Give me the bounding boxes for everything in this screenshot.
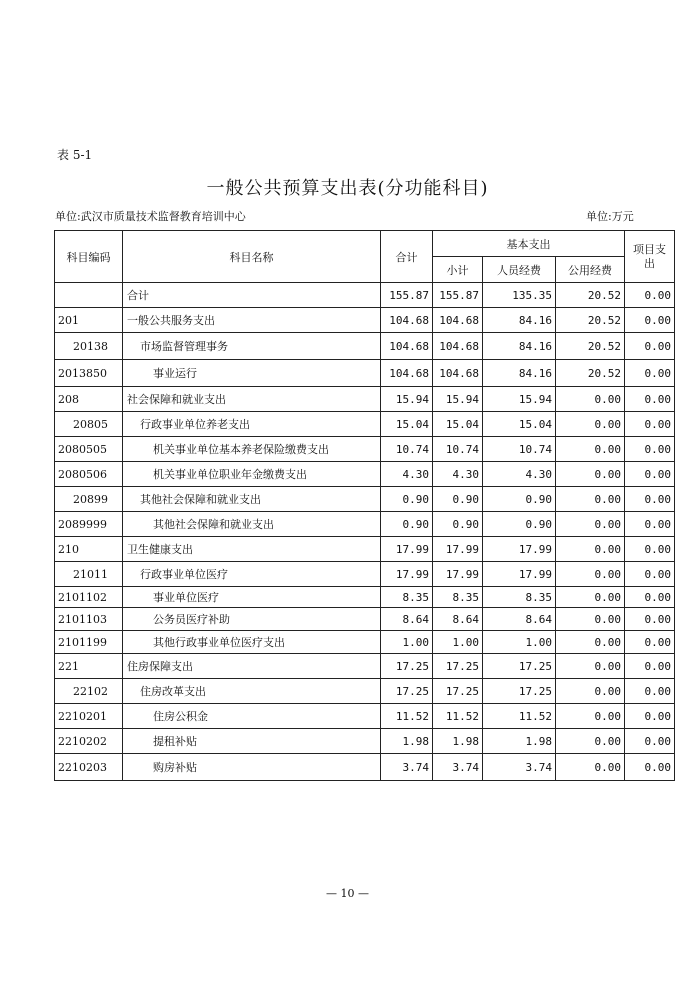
cell-public: 0.00 xyxy=(556,512,625,537)
cell-public: 0.00 xyxy=(556,537,625,562)
cell-total: 17.99 xyxy=(381,537,433,562)
cell-subtotal: 15.94 xyxy=(433,387,483,412)
table-row xyxy=(55,333,675,360)
cell-code: 2089999 xyxy=(55,512,123,537)
cell-subtotal: 1.98 xyxy=(433,729,483,754)
cell-total: 17.25 xyxy=(381,654,433,679)
cell-subtotal: 4.30 xyxy=(433,462,483,487)
cell-public: 0.00 xyxy=(556,631,625,654)
cell-subtotal: 3.74 xyxy=(433,754,483,781)
cell-name: 机关事业单位职业年金缴费支出 xyxy=(123,462,381,487)
cell-name: 购房补贴 xyxy=(123,754,381,781)
cell-public: 0.00 xyxy=(556,587,625,608)
table-body xyxy=(55,283,675,781)
cell-total: 10.74 xyxy=(381,437,433,462)
cell-total: 0.90 xyxy=(381,512,433,537)
cell-personnel: 84.16 xyxy=(483,333,556,360)
cell-personnel: 17.25 xyxy=(483,654,556,679)
table-row xyxy=(55,754,675,781)
cell-subtotal: 11.52 xyxy=(433,704,483,729)
table-row xyxy=(55,631,675,654)
cell-public: 0.00 xyxy=(556,387,625,412)
cell-personnel: 84.16 xyxy=(483,308,556,333)
cell-subtotal: 8.35 xyxy=(433,587,483,608)
cell-subtotal: 155.87 xyxy=(433,283,483,308)
cell-project: 0.00 xyxy=(625,387,675,412)
cell-project: 0.00 xyxy=(625,333,675,360)
cell-subtotal: 17.25 xyxy=(433,679,483,704)
cell-subtotal: 104.68 xyxy=(433,360,483,387)
header-name: 科目名称 xyxy=(123,231,381,283)
cell-code: 20138 xyxy=(55,333,123,360)
cell-project: 0.00 xyxy=(625,308,675,333)
table-row xyxy=(55,387,675,412)
cell-project: 0.00 xyxy=(625,679,675,704)
cell-name: 市场监督管理事务 xyxy=(123,333,381,360)
header-public: 公用经费 xyxy=(556,257,625,283)
cell-total: 104.68 xyxy=(381,308,433,333)
cell-project: 0.00 xyxy=(625,587,675,608)
cell-personnel: 8.64 xyxy=(483,608,556,631)
cell-personnel: 4.30 xyxy=(483,462,556,487)
cell-personnel: 0.90 xyxy=(483,487,556,512)
cell-code: 2210201 xyxy=(55,704,123,729)
cell-personnel: 1.00 xyxy=(483,631,556,654)
cell-project: 0.00 xyxy=(625,608,675,631)
cell-total: 17.99 xyxy=(381,562,433,587)
table-row xyxy=(55,654,675,679)
cell-public: 0.00 xyxy=(556,754,625,781)
cell-personnel: 11.52 xyxy=(483,704,556,729)
cell-total: 17.25 xyxy=(381,679,433,704)
cell-personnel: 3.74 xyxy=(483,754,556,781)
cell-project: 0.00 xyxy=(625,462,675,487)
cell-total: 3.74 xyxy=(381,754,433,781)
cell-project: 0.00 xyxy=(625,283,675,308)
cell-public: 0.00 xyxy=(556,487,625,512)
header-code: 科目编码 xyxy=(55,231,123,283)
cell-project: 0.00 xyxy=(625,654,675,679)
cell-project: 0.00 xyxy=(625,412,675,437)
cell-name: 行政事业单位医疗 xyxy=(123,562,381,587)
unit-currency: 单位:万元 xyxy=(586,210,634,223)
cell-public: 0.00 xyxy=(556,562,625,587)
unit-organization: 单位:武汉市质量技术监督教育培训中心 xyxy=(55,210,246,223)
header-personnel: 人员经费 xyxy=(483,257,556,283)
cell-project: 0.00 xyxy=(625,537,675,562)
cell-total: 8.35 xyxy=(381,587,433,608)
cell-total: 1.98 xyxy=(381,729,433,754)
cell-public: 0.00 xyxy=(556,608,625,631)
table-row xyxy=(55,487,675,512)
cell-project: 0.00 xyxy=(625,754,675,781)
cell-name: 住房公积金 xyxy=(123,704,381,729)
cell-public: 0.00 xyxy=(556,679,625,704)
cell-name: 行政事业单位养老支出 xyxy=(123,412,381,437)
cell-subtotal: 15.04 xyxy=(433,412,483,437)
page-title: 一般公共预算支出表(分功能科目) xyxy=(206,178,489,199)
cell-subtotal: 10.74 xyxy=(433,437,483,462)
header-basic: 基本支出 xyxy=(433,231,625,257)
cell-total: 15.94 xyxy=(381,387,433,412)
table-row xyxy=(55,608,675,631)
cell-code: 2101199 xyxy=(55,631,123,654)
cell-name: 其他行政事业单位医疗支出 xyxy=(123,631,381,654)
cell-public: 20.52 xyxy=(556,308,625,333)
cell-code: 2101102 xyxy=(55,587,123,608)
cell-total: 0.90 xyxy=(381,487,433,512)
cell-code: 21011 xyxy=(55,562,123,587)
cell-code: 2101103 xyxy=(55,608,123,631)
cell-personnel: 8.35 xyxy=(483,587,556,608)
cell-project: 0.00 xyxy=(625,704,675,729)
cell-public: 0.00 xyxy=(556,412,625,437)
cell-personnel: 17.99 xyxy=(483,562,556,587)
cell-subtotal: 17.25 xyxy=(433,654,483,679)
cell-name: 社会保障和就业支出 xyxy=(123,387,381,412)
table-row xyxy=(55,562,675,587)
cell-name: 住房改革支出 xyxy=(123,679,381,704)
cell-code: 201 xyxy=(55,308,123,333)
cell-personnel: 15.94 xyxy=(483,387,556,412)
cell-personnel: 17.99 xyxy=(483,537,556,562)
cell-code: 20805 xyxy=(55,412,123,437)
cell-name: 一般公共服务支出 xyxy=(123,308,381,333)
cell-total: 11.52 xyxy=(381,704,433,729)
cell-code: 221 xyxy=(55,654,123,679)
page-number: — 10 — xyxy=(326,887,369,900)
cell-code xyxy=(55,283,123,308)
cell-name: 事业运行 xyxy=(123,360,381,387)
cell-name: 其他社会保障和就业支出 xyxy=(123,512,381,537)
cell-public: 0.00 xyxy=(556,462,625,487)
cell-name: 公务员医疗补助 xyxy=(123,608,381,631)
cell-project: 0.00 xyxy=(625,360,675,387)
cell-code: 2013850 xyxy=(55,360,123,387)
cell-subtotal: 1.00 xyxy=(433,631,483,654)
cell-personnel: 1.98 xyxy=(483,729,556,754)
cell-name: 事业单位医疗 xyxy=(123,587,381,608)
cell-public: 0.00 xyxy=(556,704,625,729)
cell-total: 4.30 xyxy=(381,462,433,487)
cell-code: 208 xyxy=(55,387,123,412)
cell-project: 0.00 xyxy=(625,487,675,512)
cell-subtotal: 17.99 xyxy=(433,537,483,562)
cell-project: 0.00 xyxy=(625,512,675,537)
table-row xyxy=(55,437,675,462)
cell-code: 2210203 xyxy=(55,754,123,781)
cell-total: 8.64 xyxy=(381,608,433,631)
table-row xyxy=(55,704,675,729)
cell-code: 210 xyxy=(55,537,123,562)
table-row xyxy=(55,679,675,704)
cell-subtotal: 0.90 xyxy=(433,487,483,512)
cell-code: 2210202 xyxy=(55,729,123,754)
cell-total: 104.68 xyxy=(381,333,433,360)
cell-name: 提租补贴 xyxy=(123,729,381,754)
table-row xyxy=(55,512,675,537)
cell-project: 0.00 xyxy=(625,729,675,754)
cell-name: 住房保障支出 xyxy=(123,654,381,679)
cell-subtotal: 17.99 xyxy=(433,562,483,587)
cell-public: 0.00 xyxy=(556,437,625,462)
cell-name: 机关事业单位基本养老保险缴费支出 xyxy=(123,437,381,462)
cell-personnel: 15.04 xyxy=(483,412,556,437)
budget-table xyxy=(54,230,675,781)
table-row xyxy=(55,412,675,437)
table-row xyxy=(55,283,675,308)
table-row xyxy=(55,729,675,754)
cell-personnel: 84.16 xyxy=(483,360,556,387)
header-subtotal: 小计 xyxy=(433,257,483,283)
header-project: 项目支出 xyxy=(625,231,675,283)
cell-public: 0.00 xyxy=(556,729,625,754)
cell-code: 22102 xyxy=(55,679,123,704)
cell-total: 15.04 xyxy=(381,412,433,437)
table-row xyxy=(55,587,675,608)
cell-subtotal: 104.68 xyxy=(433,308,483,333)
cell-personnel: 0.90 xyxy=(483,512,556,537)
cell-name: 合计 xyxy=(123,283,381,308)
cell-public: 20.52 xyxy=(556,360,625,387)
cell-code: 20899 xyxy=(55,487,123,512)
cell-total: 155.87 xyxy=(381,283,433,308)
cell-public: 20.52 xyxy=(556,333,625,360)
cell-public: 20.52 xyxy=(556,283,625,308)
table-row xyxy=(55,537,675,562)
cell-personnel: 10.74 xyxy=(483,437,556,462)
table-label: 表 5-1 xyxy=(57,148,93,162)
cell-code: 2080505 xyxy=(55,437,123,462)
cell-personnel: 17.25 xyxy=(483,679,556,704)
cell-total: 104.68 xyxy=(381,360,433,387)
cell-total: 1.00 xyxy=(381,631,433,654)
cell-name: 卫生健康支出 xyxy=(123,537,381,562)
cell-subtotal: 104.68 xyxy=(433,333,483,360)
table-row xyxy=(55,360,675,387)
cell-subtotal: 8.64 xyxy=(433,608,483,631)
cell-name: 其他社会保障和就业支出 xyxy=(123,487,381,512)
table-row xyxy=(55,308,675,333)
cell-project: 0.00 xyxy=(625,631,675,654)
cell-subtotal: 0.90 xyxy=(433,512,483,537)
cell-code: 2080506 xyxy=(55,462,123,487)
cell-project: 0.00 xyxy=(625,562,675,587)
table-row xyxy=(55,462,675,487)
header-total: 合计 xyxy=(381,231,433,283)
cell-personnel: 135.35 xyxy=(483,283,556,308)
cell-public: 0.00 xyxy=(556,654,625,679)
cell-project: 0.00 xyxy=(625,437,675,462)
